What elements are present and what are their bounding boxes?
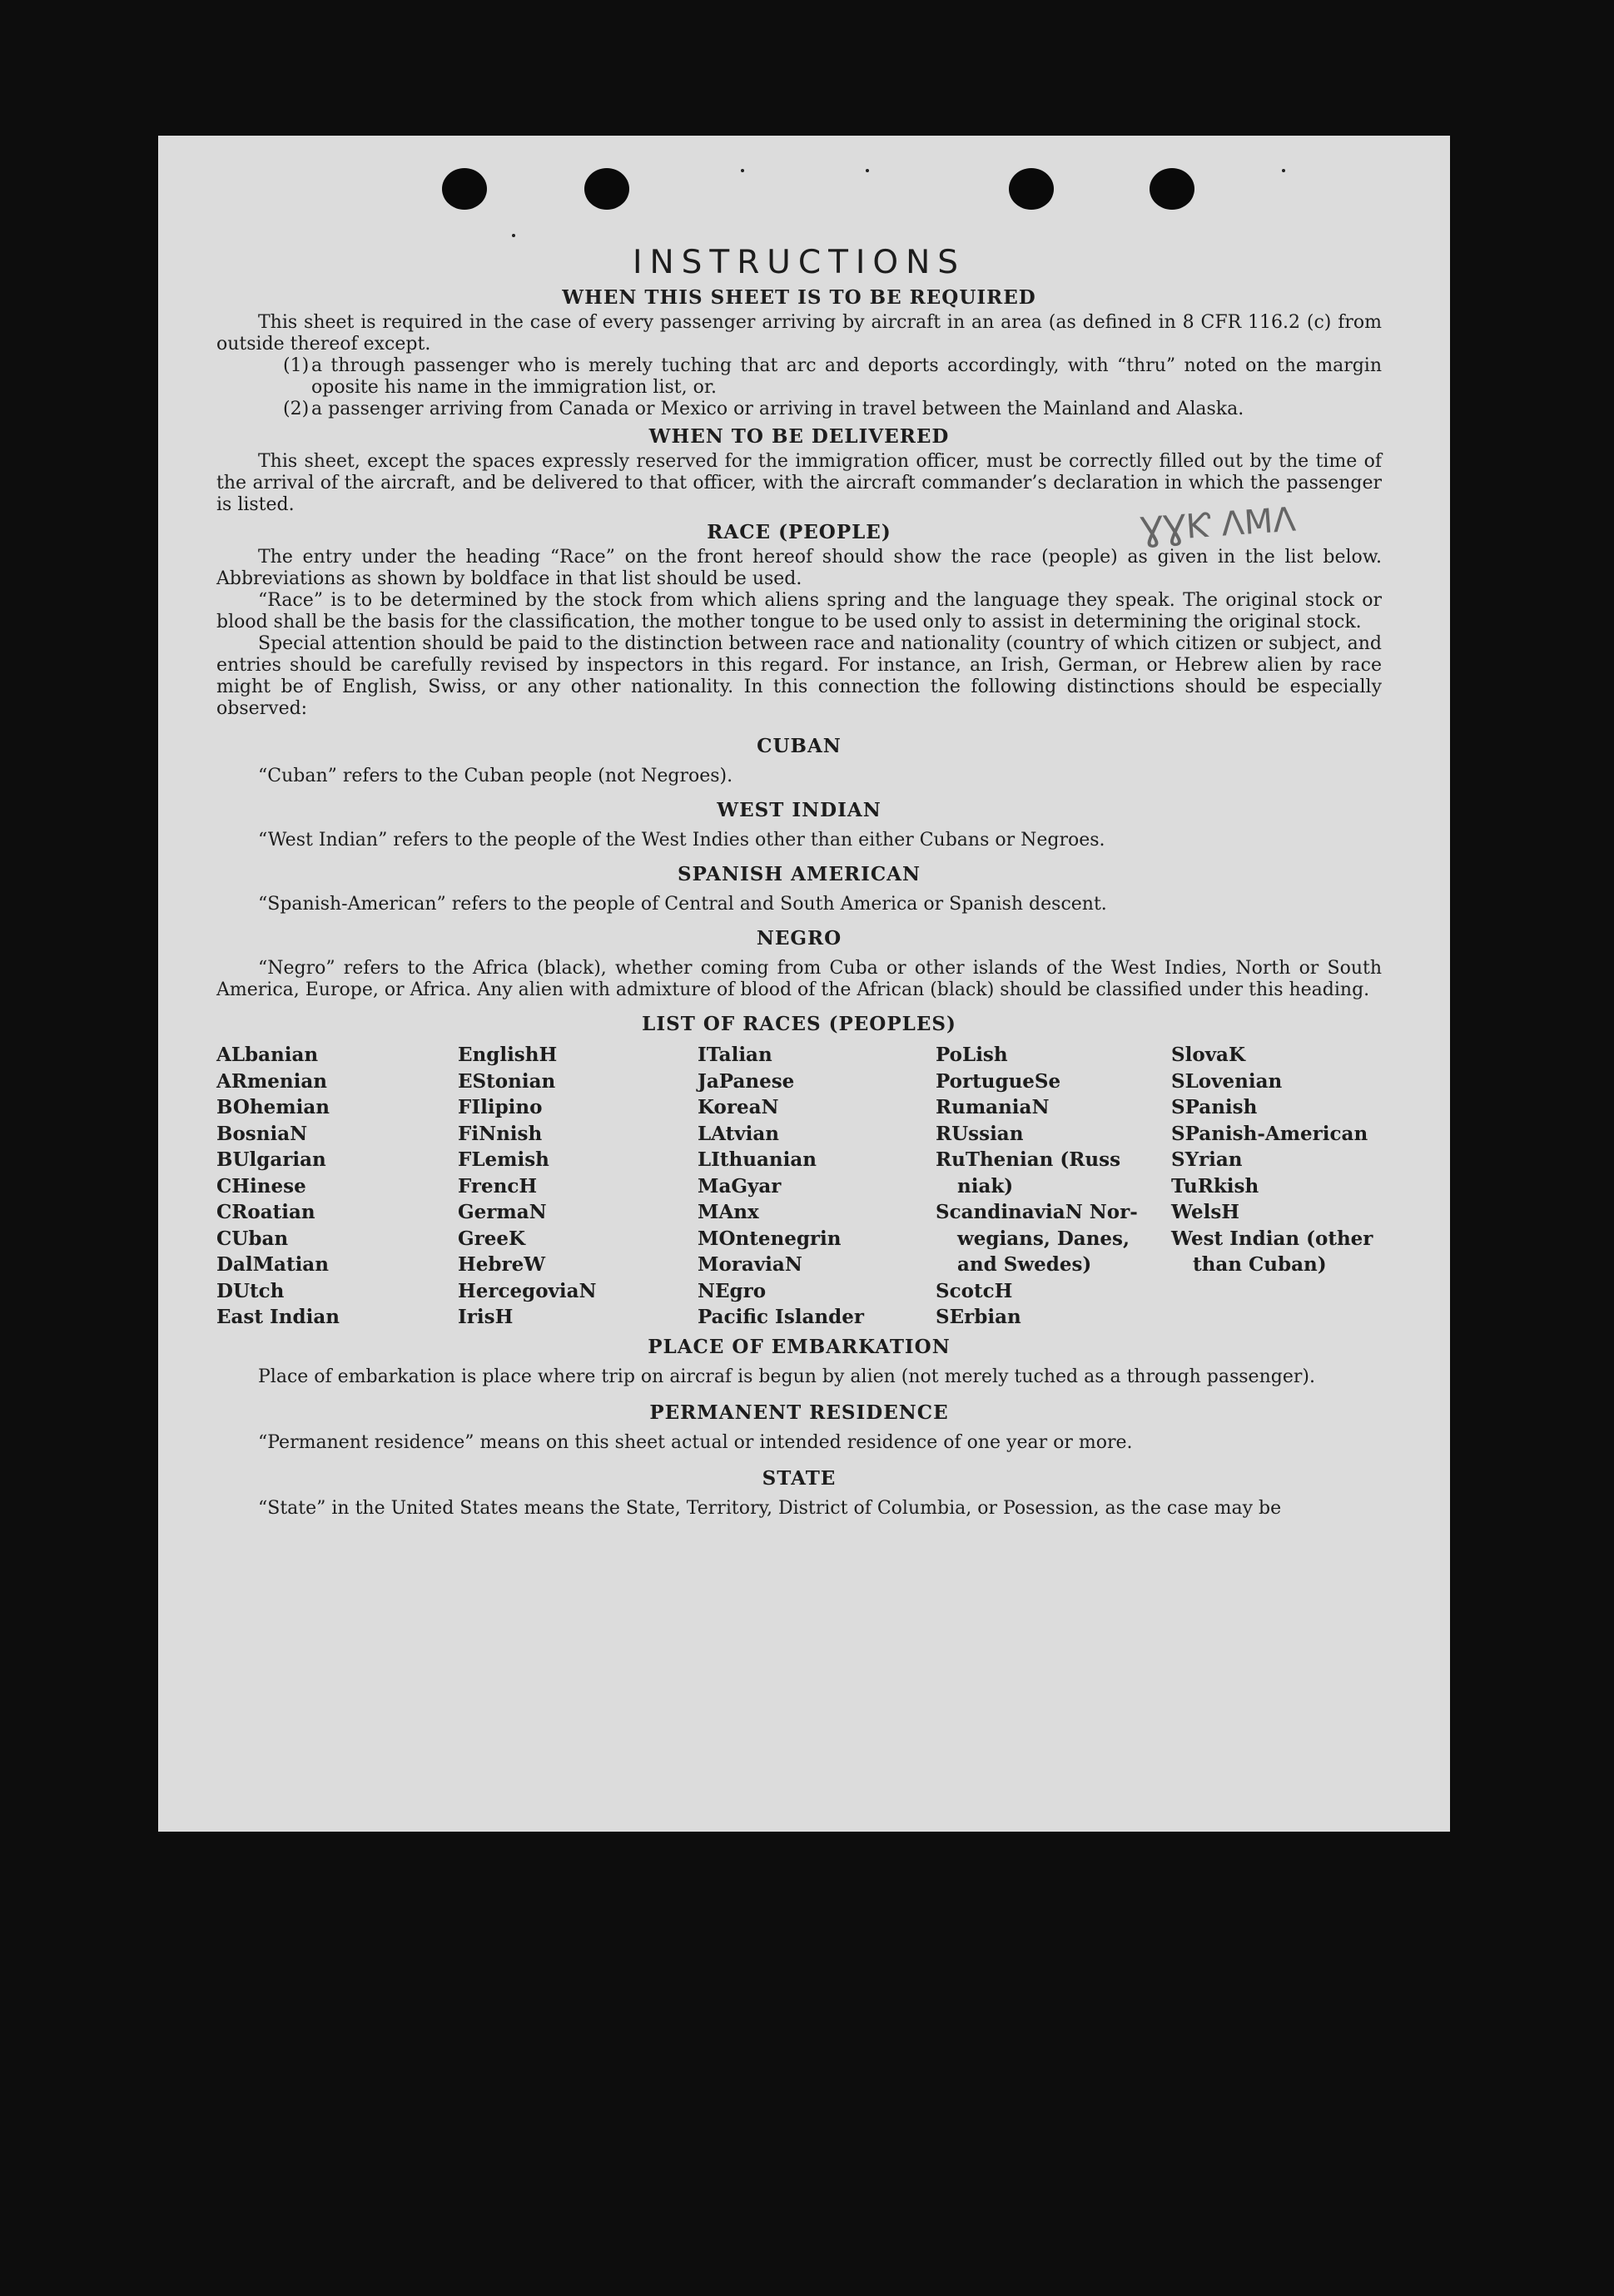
race-entry: ITalian [698, 1044, 772, 1066]
race-entry: niak) [957, 1174, 1014, 1198]
race-entry: RuThenian (Russ [936, 1148, 1121, 1171]
section-heading-spanish-american: SPANISH AMERICAN [677, 863, 921, 885]
cuban-text: “Cuban” refers to the Cuban people (not Negroes). [258, 766, 733, 786]
race-entry: RumaniaN [936, 1096, 1050, 1118]
race-entry: HercegoviaN [458, 1279, 597, 1302]
residence-text: “Permanent residence” means on this sheet actual or intended residence of one year or more. [258, 1431, 1133, 1453]
race-entry: MaGyar [698, 1174, 782, 1198]
race-entry: BOhemian [216, 1096, 330, 1118]
races-column [1171, 1042, 1379, 1331]
race-entry: ARmenian [216, 1069, 328, 1093]
race-entry: NEgro [698, 1279, 767, 1302]
race-entry: IrisH [458, 1306, 514, 1328]
race-entry: FiNnish [458, 1122, 543, 1145]
section-heading-races-list: LIST OF RACES (PEOPLES) [642, 1013, 956, 1035]
race-paragraph: “Race” is to be determined by the stock from which aliens spring and the language they speak. The original stock or blood shall be the basis for the classification, the mother tongue to be used only to assist in determining the original stock. [216, 590, 1382, 632]
race-entry: SErbian [936, 1306, 1021, 1328]
races-column [458, 1042, 698, 1331]
embarkation-text: Place of embarkation is place where trip on aircraf is begun by alien (not merely tuched as a through passenger). [258, 1366, 1315, 1387]
west-indian-text: “West Indian” refers to the people of the West Indies other than either Cubans or Negroes. [258, 830, 1105, 850]
races-column [698, 1042, 936, 1331]
race-paragraph: Special attention should be paid to the distinction between race and nationality (country of which citizen or subject, and entries should be carefully revised by inspectors in this regard. For instance, an Irish, German, or Hebrew alien by race might be of English, Swiss, or any other nationality. In this connection the following distinctions should be especially observed: [216, 633, 1382, 719]
handwritten-mark: ƔƔƘ ΛΜΛ [1139, 500, 1298, 550]
race-entry: CUban [216, 1227, 289, 1250]
race-entry: DUtch [216, 1279, 285, 1302]
race-entry: ScotcH [936, 1279, 1013, 1302]
race-entry: WelsH [1171, 1201, 1240, 1223]
punch-hole [1150, 168, 1194, 210]
race-paragraph: The entry under the heading “Race” on the front hereof should show the race (people) as given in the list below. Abbreviations as shown by boldface in that list should be used. [216, 547, 1382, 589]
race-entry: and Swedes) [957, 1253, 1092, 1276]
race-entry: ALbanian [216, 1044, 319, 1066]
punch-hole [1009, 168, 1054, 210]
race-entry: West Indian (other [1171, 1227, 1373, 1250]
section-heading-race: RACE (PEOPLE) [707, 521, 891, 543]
race-entry: MAnx [698, 1201, 759, 1223]
race-entry: SPanish [1171, 1096, 1258, 1118]
race-entry: LIthuanian [698, 1148, 817, 1171]
race-entry: TuRkish [1171, 1174, 1259, 1198]
race-entry: GreeK [458, 1227, 526, 1250]
race-entry: FrencH [458, 1174, 538, 1198]
race-entry: MOntenegrin [698, 1227, 842, 1250]
race-entry: MoraviaN [698, 1253, 802, 1276]
races-column [936, 1042, 1171, 1331]
section-heading-embarkation: PLACE OF EMBARKATION [648, 1335, 951, 1358]
required-intro: This sheet is required in the case of every passenger arriving by aircraft in an area (as defined in 8 CFR 116.2 (c) from outside thereof except. [216, 312, 1382, 355]
race-entry: RUssian [936, 1122, 1024, 1145]
section-heading-cuban: CUBAN [757, 735, 842, 757]
state-text: “State” in the United States means the State, Territory, District of Columbia, or Posession, as the case may be [258, 1497, 1282, 1519]
race-entry: SlovaK [1171, 1044, 1245, 1066]
section-heading-residence: PERMANENT RESIDENCE [649, 1401, 949, 1424]
race-entry: SLovenian [1171, 1069, 1283, 1093]
section-heading-required: WHEN THIS SHEET IS TO BE REQUIRED [562, 286, 1036, 309]
instruction-sheet [158, 136, 1450, 1832]
section-heading-delivered: WHEN TO BE DELIVERED [648, 425, 950, 448]
races-list [216, 1042, 1382, 1331]
race-entry: ScandinaviaN Nor- [936, 1201, 1138, 1223]
section-heading-west-indian: WEST INDIAN [717, 799, 881, 821]
race-entry: GermaN [458, 1201, 547, 1223]
page-title: INSTRUCTIONS [632, 244, 966, 281]
negro-text: “Negro” refers to the Africa (black), whether coming from Cuba or other islands of the West Indies, North or South America, Europe, or Africa. Any alien with admixture of blood of the African (black) should be classified under this heading. [216, 958, 1382, 1000]
race-entry: East Indian [216, 1306, 340, 1328]
race-entry: SPanish-American [1171, 1122, 1368, 1145]
race-entry: FLemish [458, 1148, 549, 1171]
race-entry: CHinese [216, 1174, 306, 1198]
race-entry: PortugueSe [936, 1069, 1061, 1093]
race-entry: EnglishH [458, 1044, 558, 1066]
races-column [216, 1042, 458, 1331]
race-entry: FIlipino [458, 1096, 543, 1118]
punch-hole [584, 168, 629, 210]
race-entry: BosniaN [216, 1122, 308, 1145]
required-item: (2) a passenger arriving from Canada or Mexico or arriving in travel between the Mainland and Alaska. [283, 399, 1244, 419]
race-entry: BUlgarian [216, 1148, 326, 1171]
race-entry: HebreW [458, 1253, 546, 1276]
spanish-american-text: “Spanish-American” refers to the people of Central and South America or Spanish descent. [258, 894, 1107, 915]
delivered-text: This sheet, except the spaces expressly reserved for the immigration officer, must be correctly filled out by the time of the arrival of the aircraft, and be delivered to that officer, with the aircraft commander’s declaration in which the passenger is listed. [216, 451, 1382, 515]
section-heading-negro: NEGRO [756, 927, 842, 950]
race-entry: wegians, Danes, [957, 1227, 1130, 1250]
race-entry: Pacific Islander [698, 1306, 864, 1328]
race-entry: KoreaN [698, 1096, 779, 1118]
race-entry: LAtvian [698, 1122, 779, 1145]
race-entry: EStonian [458, 1069, 556, 1093]
punch-hole [442, 168, 487, 210]
required-item: (1) a through passenger who is merely tuching that arc and deports accordingly, with “thru” noted on the margin oposite his name in the immigration list, or. [283, 355, 1382, 398]
race-entry: CRoatian [216, 1201, 315, 1223]
race-entry: JaPanese [698, 1069, 795, 1093]
race-entry: SYrian [1171, 1148, 1243, 1171]
race-entry: than Cuban) [1193, 1253, 1327, 1276]
race-entry: DalMatian [216, 1253, 329, 1276]
race-entry: PoLish [936, 1044, 1008, 1066]
section-heading-state: STATE [762, 1466, 837, 1490]
